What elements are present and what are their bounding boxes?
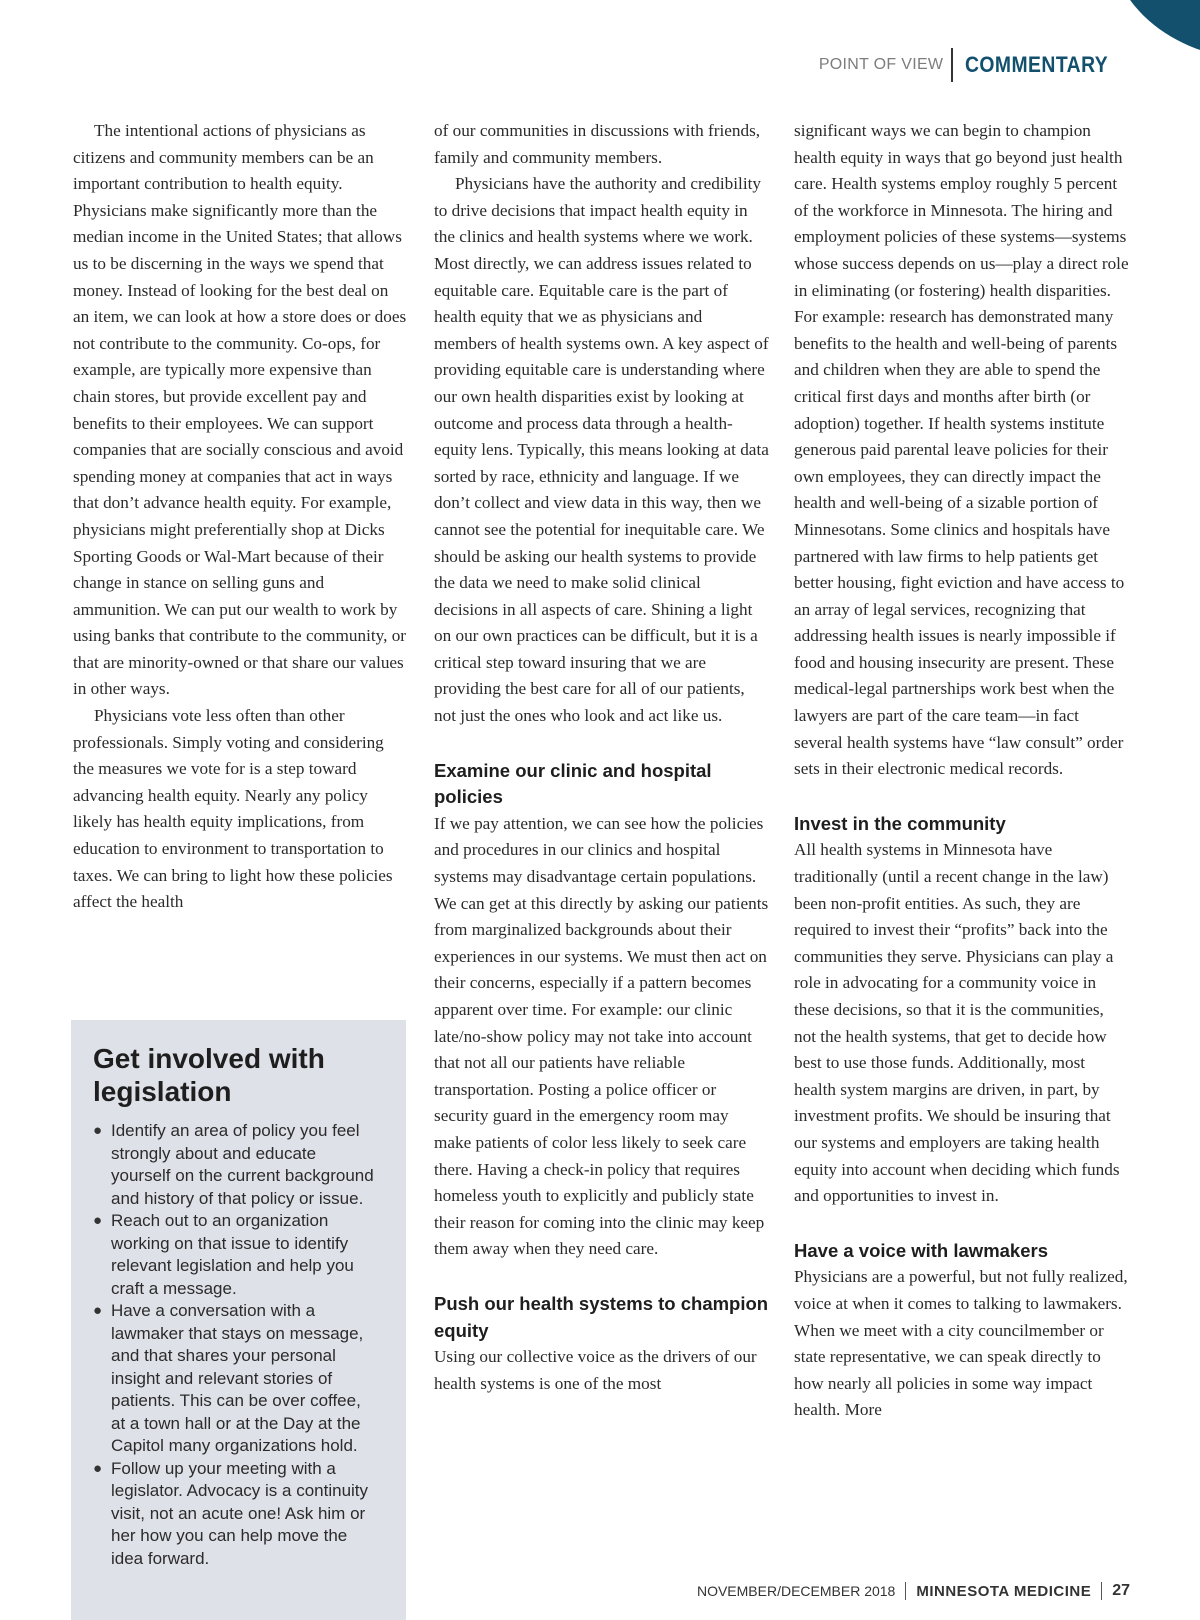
list-item-text: Identify an area of policy you feel strongly about and educate yourself on the current background and history of that policy or issue. — [111, 1121, 374, 1208]
header-kicker: POINT OF VIEW — [818, 56, 944, 73]
paragraph: Physicians are a powerful, but not fully realized, voice at when it comes to talking to lawmakers. When we meet with a city councilmember or state representative, we can speak directly to how nearly all policies in some way impact health. More — [794, 1267, 1128, 1420]
page-number: 27 — [1112, 1582, 1130, 1599]
list-item-text: Follow up your meeting with a legislator. Advocacy is a continuity visit, not an acute one! Ask him or her how you can help move the idea forward. — [111, 1458, 369, 1568]
section-heading: Push our health systems to champion equity — [434, 1292, 769, 1341]
list-item-text: Reach out to an organization working on that issue to identify relevant legislation and help you craft a message. — [111, 1211, 354, 1298]
list-item — [93, 1458, 376, 1571]
column-3 — [794, 118, 1129, 1424]
sidebar-title: Get involved with legislation — [93, 1043, 325, 1107]
paragraph: All health systems in Minnesota have traditionally (until a recent change in the law) been non-profit entities. As such, they are required to invest their “profits” back into the communities they serve. Physicians can play a role in advocating for a community voice in these decisions, so that it is the communities, not the health systems, that get to decide how best to use those funds. Additionally, most health system margins are driven, in part, by investment profits. We should be insuring that our systems and employers are taking health equity into account when deciding which funds and opportunities to invest in. — [794, 840, 1120, 1206]
sidebar-list — [71, 1120, 406, 1570]
header-section: COMMENTARY — [965, 52, 1109, 77]
page-header — [819, 48, 1128, 82]
list-item-text: Have a conversation with a lawmaker that stays on message, and that shares your personal insight and relevant stories of patients. This can be over coffee, at a town hall or at the Day at the Capitol many organizations hold. — [111, 1301, 364, 1455]
bullet-icon: ● — [93, 1459, 103, 1477]
paragraph: Using our collective voice as the drivers of our health systems is one of the most — [434, 1347, 757, 1393]
paragraph: The intentional actions of physicians as citizens and community members can be an important contribution to health equity. Physicians make significantly more than the median income in the United States; that allows us to be discerning in the ways we spend that money. Instead of looking for the best deal on an item, we can look at how a store does or does not contribute to the community. Co-ops, for example, are typically more expensive than chain stores, but provide excellent pay and benefits to their employees. We can support companies that are socially conscious and avoid spending money at companies that act in ways that don’t advance health equity. For example, physicians might preferentially shop at Dicks Sporting Goods or Wal-Mart because of their change in stance on selling guns and ammunition. We can put our wealth to work by using banks that contribute to the community, or that are minority-owned or that share our values in other ways. — [73, 121, 407, 699]
footer-divider — [905, 1582, 906, 1600]
list-item — [93, 1120, 376, 1210]
paragraph: Physicians vote less often than other professionals. Simply voting and considering the measures we vote for is a step toward advancing health equity. Nearly any policy likely has health equity implications, from education to environment to transportation to taxes. We can bring to light how these policies affect the health — [73, 706, 393, 912]
paragraph: of our communities in discussions with friends, family and community members. — [434, 121, 761, 167]
section-heading: Invest in the community — [794, 812, 1006, 834]
paragraph: significant ways we can begin to champion health equity in ways that go beyond just health care. Health systems employ roughly 5 percent of the workforce in Minnesota. The hiring and employment policies of these systems—systems whose success depends on us—play a direct role in eliminating (or fostering) health disparities. For example: research has demonstrated many benefits to the health and well-being of parents and children when they are able to spend the critical first days and months after birth (or adoption) together. If health systems institute generous paid parental leave policies for their own employees, they can directly impact the health and well-being of a sizable portion of Minnesotans. Some clinics and hospitals have partnered with law firms to help patients get better housing, fight eviction and have access to an array of legal services, recognizing that addressing health issues is nearly impossible if food and housing insecurity are present. These medical-legal partnerships work best when the lawyers are part of the care team—in fact several health systems have “law consult” order sets in their electronic medical records. — [794, 121, 1129, 779]
section-heading: Examine our clinic and hospital policies — [434, 759, 712, 808]
footer-magazine: MINNESOTA MEDICINE — [916, 1582, 1092, 1600]
list-item — [93, 1210, 376, 1300]
list-item — [93, 1300, 376, 1458]
header-divider — [951, 48, 953, 82]
bullet-icon: ● — [93, 1122, 103, 1139]
column-1 — [73, 118, 408, 916]
section-heading: Have a voice with lawmakers — [794, 1239, 1048, 1261]
footer-divider — [1101, 1582, 1102, 1600]
column-2 — [434, 118, 769, 1397]
paragraph: If we pay attention, we can see how the policies and procedures in our clinics and hospital systems may disadvantage certain populations. We can get at this directly by asking our patients from marginalized backgrounds about their experiences in our systems. We must then act on their concerns, especially if a pattern becomes apparent over time. For example: our clinic late/no-show policy may not take into account that not all our patients have reliable transportation. Posting a police officer or security guard in the emergency room may make patients of color less likely to seek care there. Having a check-in policy that requires homeless youth to explicitly and publicly state their reason for coming into the clinic may keep them away when they need care. — [434, 813, 769, 1259]
bullet-icon: ● — [93, 1212, 103, 1229]
footer-issue: NOVEMBER/DECEMBER 2018 — [696, 1583, 896, 1599]
bullet-icon: ● — [93, 1302, 103, 1319]
page-footer — [697, 1582, 1130, 1600]
paragraph: Physicians have the authority and credibility to drive decisions that impact health equity in the clinics and health systems where we work. Most directly, we can address issues related to equitable care. Equitable care is the part of health equity that we as physicians and members of health systems own. A key aspect of providing equitable care is understanding where our own health disparities exist by looking at outcome and process data through a health-equity lens. Typically, this means looking at data sorted by race, ethnicity and language. If we don’t collect and view data in this way, then we cannot see the potential for inequitable care. We should be asking our health systems to provide the data we need to make solid clinical decisions in all aspects of care. Shining a light on our own practices can be difficult, but it is a critical step toward insuring that we are providing the best care for all of our patients, not just the ones who look and act like us. — [434, 174, 769, 726]
sidebar-box — [71, 1020, 406, 1620]
